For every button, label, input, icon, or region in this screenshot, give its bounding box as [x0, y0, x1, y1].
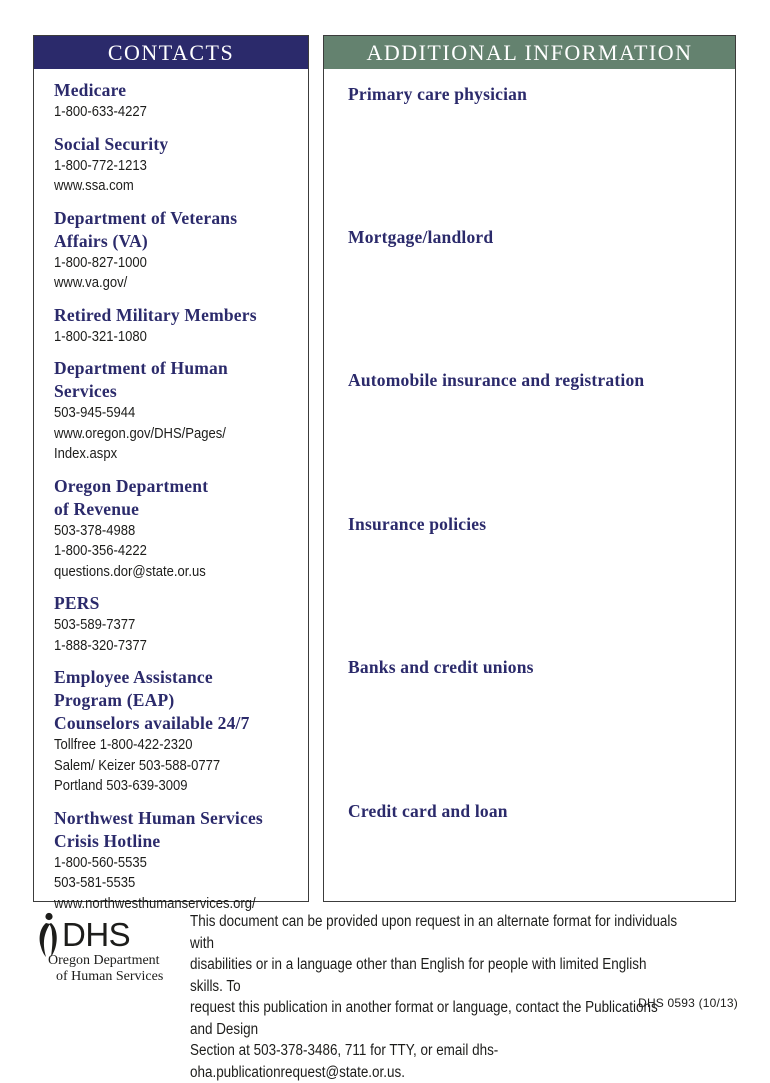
contact-title: Counselors available 24/7 [54, 713, 250, 733]
contact-detail: www.northwesthumanservices.org/ [54, 895, 256, 912]
contact-detail: 1-800-356-4222 [54, 543, 147, 559]
contacts-panel [33, 35, 309, 912]
contact-detail: www.va.gov/ [54, 275, 128, 291]
contacts-header: CONTACTS [34, 36, 308, 69]
notice-line: request this publication in another format or language, contact the Publications and Design [190, 999, 658, 1038]
logo-org-line1: Oregon Department [48, 953, 160, 968]
contact-detail: 1-888-320-7377 [54, 637, 147, 654]
contact-detail: 1-800-321-1080 [54, 328, 147, 345]
contact-entry [54, 666, 308, 797]
contact-title: Department of Veterans [54, 207, 238, 228]
dhs-logo [36, 912, 186, 984]
contact-detail: Index.aspx [54, 446, 118, 462]
notice-line: disabilities or in a language other than English for people with limited English skills. To [190, 956, 647, 995]
info-heading-banks: Banks and credit unions [348, 657, 534, 677]
info-heading-credit-card: Credit card and loan [348, 801, 508, 821]
contact-detail: 503-945-5944 [54, 405, 136, 421]
additional-info-header: ADDITIONAL INFORMATION [324, 36, 735, 69]
contact-detail: 1-800-633-4227 [54, 104, 147, 120]
contact-title: Medicare [54, 80, 127, 100]
contact-title: Oregon Department [54, 475, 209, 496]
info-heading-primary-care: Primary care physician [348, 84, 528, 104]
contact-detail: 503-589-7377 [54, 617, 136, 633]
notice-line: This document can be provided upon request in an alternate format for individuals with [190, 913, 678, 952]
contact-entry [54, 133, 308, 197]
contact-title: Affairs (VA) [54, 230, 148, 251]
contact-entry [54, 357, 308, 465]
info-heading-insurance: Insurance policies [348, 514, 487, 534]
form-number: DHS 0593 (10/13) [638, 996, 738, 1010]
contact-entry [54, 304, 308, 348]
contact-title: PERS [54, 593, 100, 613]
contact-title: of Revenue [54, 498, 140, 519]
logo-org-line2: of Human Services [56, 969, 164, 984]
info-heading-automobile: Automobile insurance and registration [348, 370, 645, 390]
contact-detail: 1-800-772-1213 [54, 157, 147, 174]
dhs-logo-text: DHS [62, 916, 131, 953]
contact-title: Northwest Human Services [54, 807, 263, 828]
contact-title: Social Security [54, 133, 169, 154]
contact-detail: Portland 503-639-3009 [54, 778, 188, 794]
contact-entry [54, 207, 308, 294]
contact-detail: www.oregon.gov/DHS/Pages/ [54, 425, 226, 442]
contact-title: Employee Assistance [54, 667, 213, 687]
contact-detail: 1-800-560-5535 [54, 854, 147, 871]
contact-detail: Tollfree 1-800-422-2320 [54, 737, 193, 753]
contact-entry [54, 475, 308, 583]
contact-detail: 1-800-827-1000 [54, 254, 147, 271]
contact-detail: 503-581-5535 [54, 875, 136, 891]
contact-detail: questions.dor@state.or.us [54, 563, 206, 580]
contact-detail: 503-378-4988 [54, 522, 136, 539]
additional-info-panel [323, 35, 736, 902]
contact-list [34, 69, 308, 914]
contact-title: Retired Military Members [54, 304, 257, 325]
accessibility-notice [190, 911, 683, 1083]
contact-title: Services [54, 381, 117, 401]
contact-detail: www.ssa.com [54, 178, 134, 194]
contact-title: Program (EAP) [54, 690, 175, 710]
contact-entry [54, 807, 308, 915]
info-heading-mortgage: Mortgage/landlord [348, 227, 494, 247]
contact-title: Department of Human [54, 358, 228, 378]
contact-detail: Salem/ Keizer 503-588-0777 [54, 757, 221, 774]
notice-line: Section at 503-378-3486, 711 for TTY, or email dhs-oha.publicationrequest@state.or.us. [190, 1042, 499, 1081]
contact-entry [54, 79, 308, 123]
contact-title: Crisis Hotline [54, 830, 161, 851]
contact-entry [54, 592, 308, 656]
